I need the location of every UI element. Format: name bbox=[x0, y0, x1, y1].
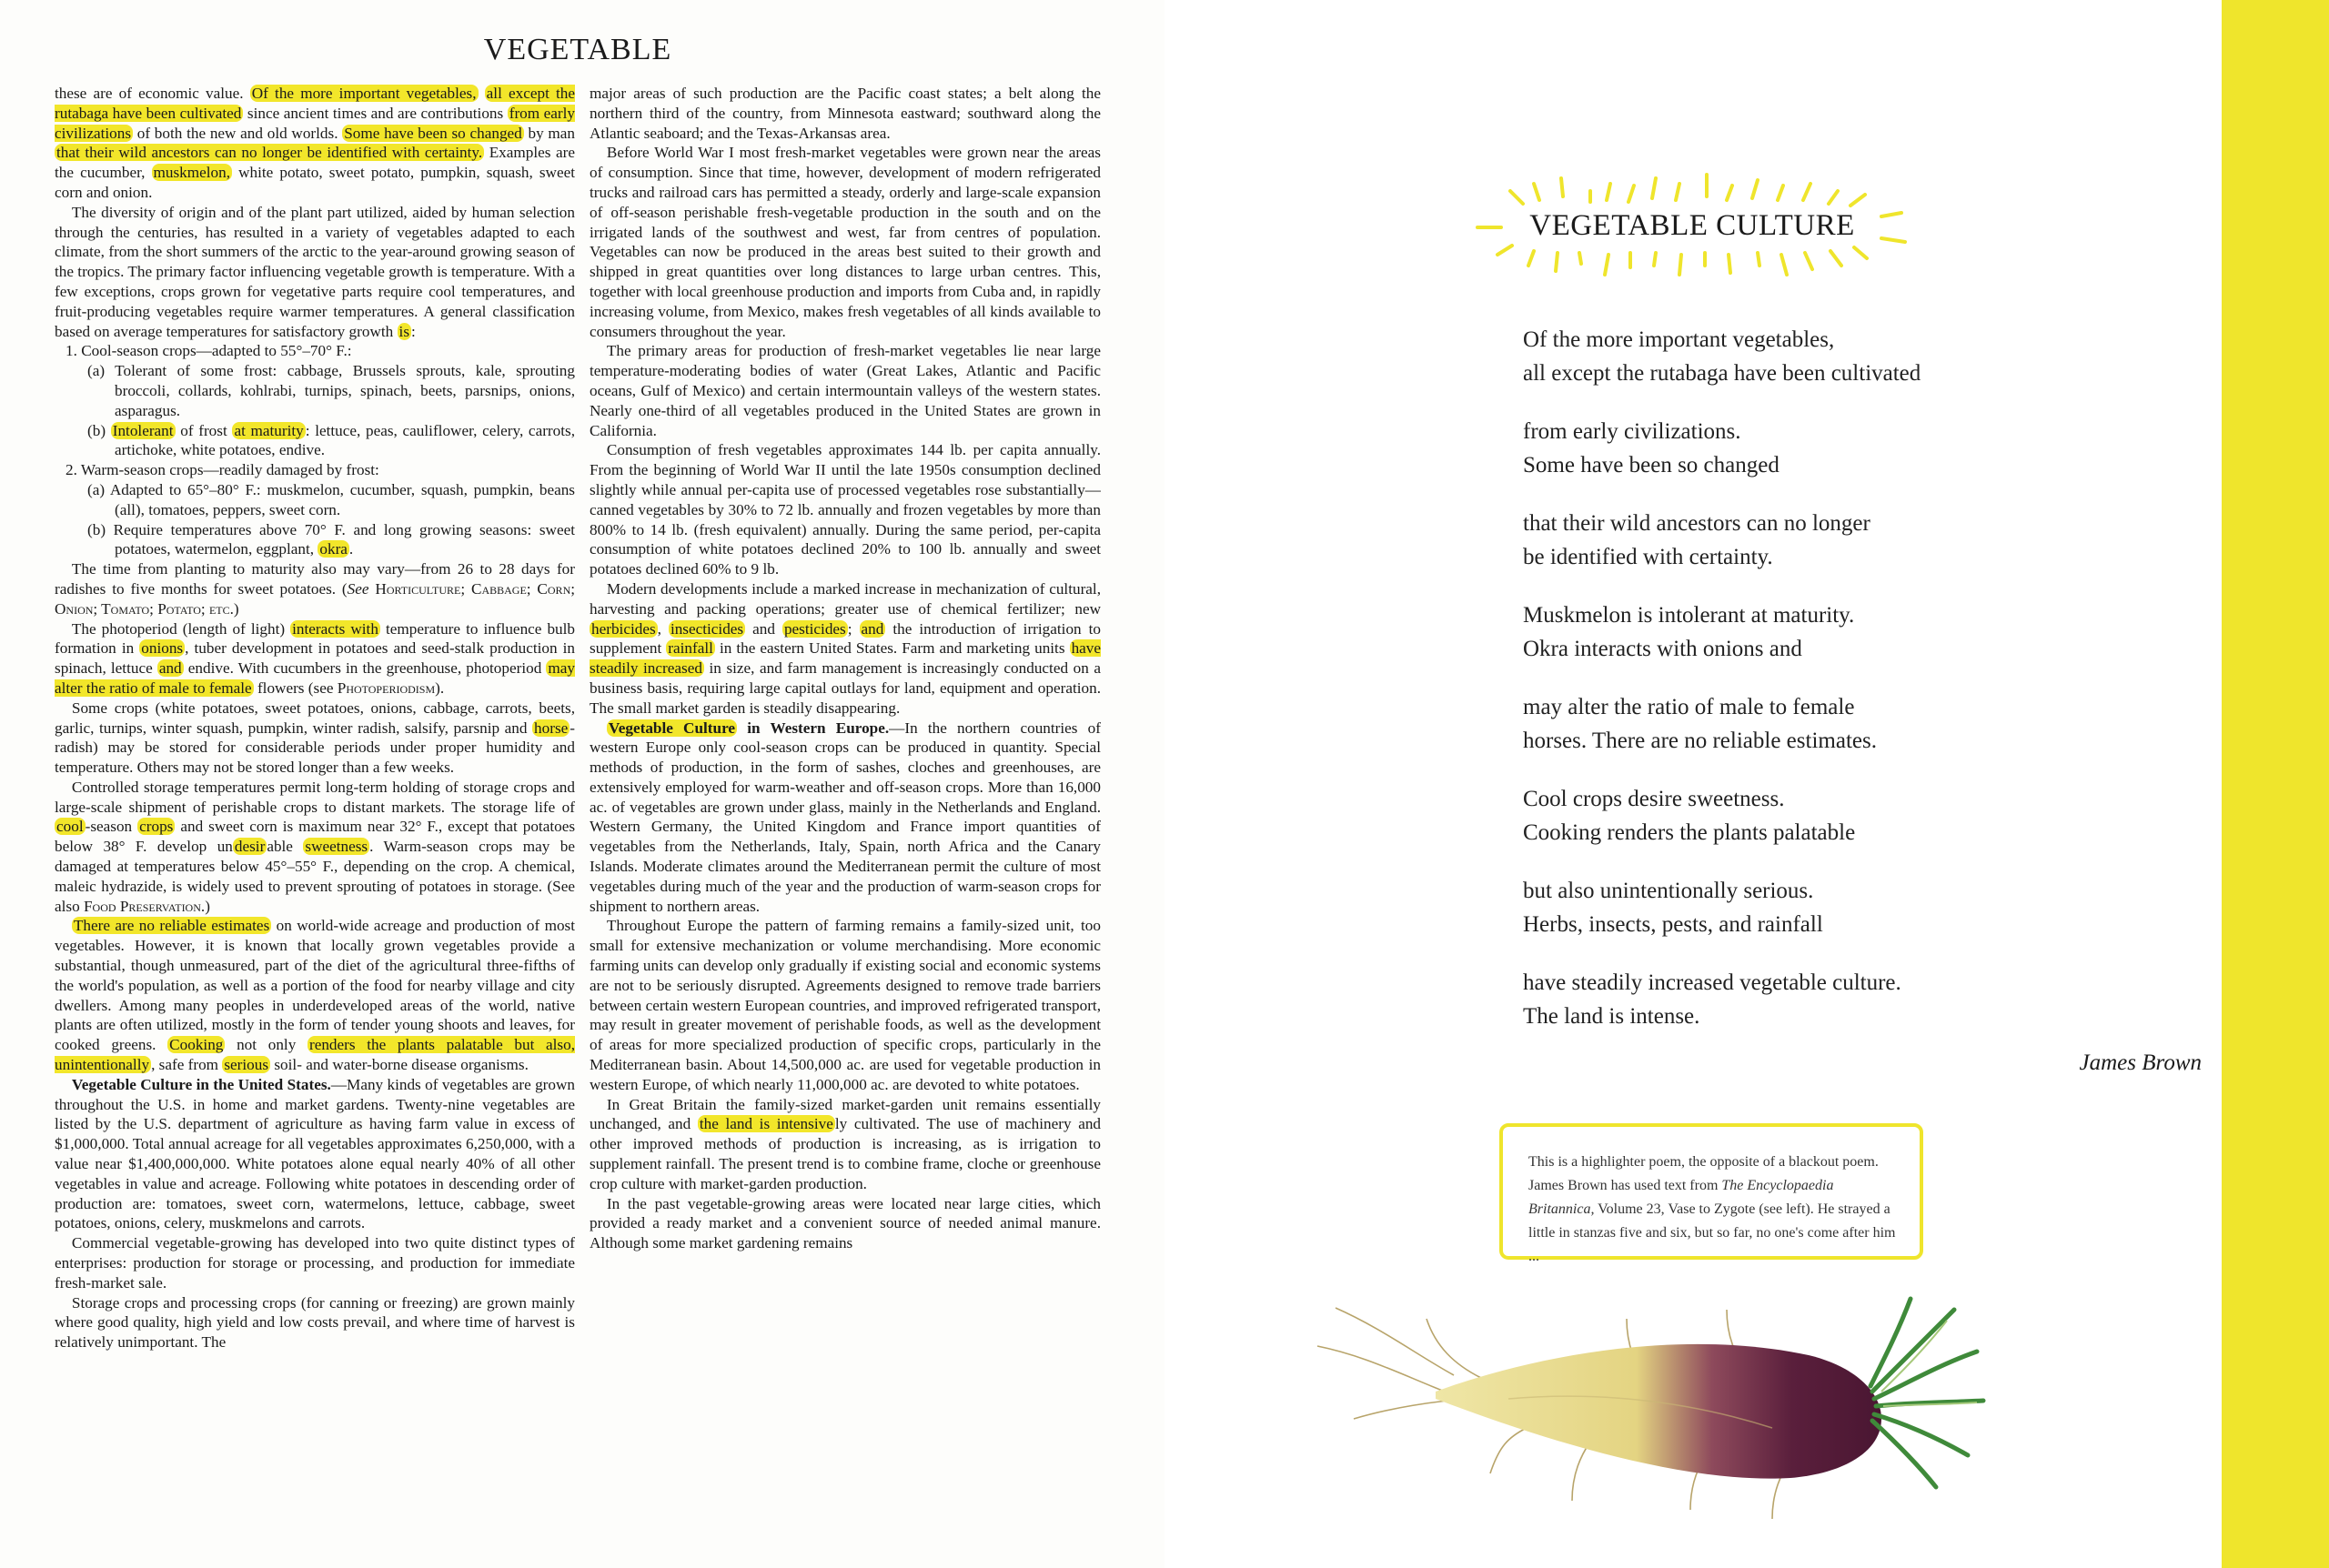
highlight: okra bbox=[319, 540, 348, 558]
paragraph: There are no reliable estimates on world-wide acreage and production of most vegetables. However, it is known that locally grown vegetables provide a substantial, though unmeasured, part of the diet of the agricultural three-fifths of the world's population, as well as a portion of the food for nearby village and city dwellers. Among many peoples in underdeveloped areas of the world, native plants are often utilized, mostly in the form of tender young shoots and leaves, for cooked greens. Cooking not only renders the plants palatable but also, unintentionally , safe from serious soil- and water-borne disease organisms. bbox=[55, 917, 575, 1074]
list-item: 2. Warm-season crops—readily damaged by frost: bbox=[66, 461, 379, 479]
section-heading: Vegetable Culture bbox=[608, 719, 736, 737]
poem-line: all except the rutabaga have been cultivated bbox=[1523, 361, 1921, 386]
paragraph: Commercial vegetable-growing has developed into two quite distinct types of enterprises: production for storage or processing, and production for immediate fresh-market sale. bbox=[55, 1234, 575, 1292]
list-item: (a) Adapted to 65°–80° F.: muskmelon, cucumber, squash, pumpkin, beans (all), tomatoes, peppers, sweet corn. bbox=[87, 480, 575, 518]
highlight: rainfall bbox=[668, 639, 713, 658]
stanza bbox=[1523, 874, 2105, 941]
page-title: VEGETABLE bbox=[483, 33, 672, 66]
paragraph: The diversity of origin and of the plant part utilized, aided by human selection through the centuries, has resulted in a variety of vegetables adapted to each climate, from the short summers of the arctic to the year-around growing season of the tropics. The primary factor influencing vegetable growth is temperature. With a few exceptions, crops grown for vegetative parts require cool temperatures, and fruit-producing vegetables require warmer temperatures. A general classification based on average temperatures for satisfactory growth is : bbox=[55, 203, 575, 340]
highlight: all except the rutabaga have been cultivated bbox=[55, 85, 575, 122]
list-item: (a) Tolerant of some frost: cabbage, Brussels sprouts, kale, sprouting broccoli, collards, kohlrabi, turnips, spinach, beets, parsnips, onions, asparagus. bbox=[87, 362, 575, 419]
paragraph: major areas of such production are the Pacific coast states; a belt along the northern third of the country, from Minnesota eastward; southward along the Atlantic seaboard; and the Texas-Arkansas area. bbox=[590, 85, 1101, 142]
paragraph: In Great Britain the family-sized market-garden unit remains essentially unchanged, and the land is intensive ly cultivated. The use of machinery and other improved methods of production is increasing, as is irrigation to supplement rainfall. The present trend is to combine frame, cloche or greenhouse crop culture with market-garden production. bbox=[590, 1095, 1101, 1192]
highlight: and bbox=[158, 659, 182, 678]
poem-line: horses. There are no reliable estimates. bbox=[1523, 729, 1877, 753]
turnip-illustration bbox=[1299, 1292, 1991, 1528]
stanza bbox=[1523, 690, 2105, 758]
stanza bbox=[1523, 415, 2105, 482]
highlight: cool bbox=[56, 818, 84, 836]
poem-line: Cooking renders the plants palatable bbox=[1523, 820, 1856, 845]
highlight: crops bbox=[139, 818, 174, 836]
poem-line: but also unintentionally serious. bbox=[1523, 879, 1814, 903]
paragraph: Modern developments include a marked increase in mechanization of cultural, harvesting and packing operations; greater use of chemical fertilizer; new herbicides , insecticides and pesticides ; and the introduction of irrigation to supplement rainfall in the eastern United States. Farm and marketing units have steadily increased in size, and farm management is increasingly conducted on a business basis, requiring large capital outlays for land, equipment and operation. The small market garden is steadily disappearing. bbox=[590, 579, 1101, 717]
encyclopedia-page bbox=[0, 0, 1164, 1568]
list-item: 1. Cool-season crops—adapted to 55°–70° F.: bbox=[66, 342, 352, 360]
list-item: (b) Intolerant of frost at maturity : lettuce, peas, cauliflower, celery, carrots, artichoke, white potatoes, endive. bbox=[87, 421, 575, 459]
paragraph: The primary areas for production of fresh-market vegetables lie near large temperature-moderating bodies of water (Great Lakes, Atlantic and Pacific oceans, Gulf of Mexico) and certain intermountain valleys of the western states. Nearly one-third of all vegetables produced in the United States are grown in California. bbox=[590, 342, 1101, 439]
poem-line: from early civilizations. bbox=[1523, 419, 1741, 444]
highlight: may alter the ratio of male to female bbox=[55, 659, 575, 697]
poem-title: VEGETABLE CULTURE bbox=[1529, 209, 1855, 242]
paragraph: Storage crops and processing crops (for canning or freezing) are grown mainly where good quality, high yield and low costs prevail, and where time of harvest is relatively unimportant. The bbox=[55, 1293, 575, 1352]
highlight: pesticides bbox=[783, 619, 846, 638]
paragraph: these are of economic value. Of the more important vegetables, all except the rutabaga have been cultivated since ancient times and are contributions from early civilizations of both the new and old worlds. Some have been so changed by man that their wild ancestors can no longer be identified with certainty. Examples are the cucumber, muskmelon, white potato, sweet potato, pumpkin, squash, sweet corn and onion. bbox=[55, 85, 575, 201]
paragraph: The time from planting to maturity also may vary—from 26 to 28 days for radishes to five months for sweet potatoes. (See Horticulture; Cabbage; Corn; Onion; Tomato; Potato; etc.) bbox=[55, 560, 575, 618]
list-item: (b) Require temperatures above 70° F. and long growing seasons: sweet potatoes, watermelon, eggplant, okra . bbox=[87, 520, 575, 558]
highlight: Cooking bbox=[169, 1036, 224, 1054]
stanza bbox=[1523, 966, 2105, 1033]
editor-note-box: This is a highlighter poem, the opposite of a blackout poem. James Brown has used text from The Encyclopaedia Britannica, Volume 23, Vase to Zygote (see left). He strayed a little in stanzas five and six, but so far, no one's come after him ... bbox=[1499, 1123, 1923, 1260]
highlight: There are no reliable estimates bbox=[73, 917, 270, 935]
poem-line: Of the more important vegetables, bbox=[1523, 327, 1835, 352]
paragraph: Before World War I most fresh-market vegetables were grown near the areas of consumption. Since that time, however, development of modern refrigerated trucks and railroad cars has permitted a steady, orderly and large-scale expansion of off-season perishable fresh-vegetable production in the south and on the irrigated lands of the southwest and west, far from centres of population. Vegetables can now be produced in the areas best suited to their growth and shipped in great quantities over long distances to large urban centres. This, together with local greenhouse production and imports from Cuba and, in rapidly increasing volume, from Mexico, makes fresh vegetables of all kinds available to consumers throughout the year. bbox=[590, 144, 1101, 340]
highlight: desir bbox=[234, 838, 266, 856]
highlight: is bbox=[398, 322, 410, 340]
stanza bbox=[1523, 323, 2105, 390]
text-column-1 bbox=[55, 84, 575, 1516]
paragraph: Controlled storage temperatures permit long-term holding of storage crops and large-scale shipment of perishable crops to distant markets. The storage life of cool -season crops and sweet corn is maximum near 32° F., except that potatoes below 38° F. develop un desir able sweetness . Warm-season crops may be damaged at temperatures below 45°–55° F., depending on the crop. A chemical, maleic hydrazide, is widely used to prevent sprouting of potatoes in storage. (See also Food Preservation.) bbox=[55, 778, 575, 915]
highlight: insecticides bbox=[670, 619, 744, 638]
poem-line: Some have been so changed bbox=[1523, 453, 1780, 477]
paragraph: Some crops (white potatoes, sweet potatoes, onions, cabbage, carrots, beets, garlic, turnips, winter squash, pumpkin, winter radish, salsify, parsnip and horse -radish) may be stored for considerable periods under proper humidity and temperature. Others may not be stored longer than a few weeks. bbox=[55, 699, 575, 777]
poem-line: The land is intense. bbox=[1523, 1004, 1700, 1029]
poem-line: may alter the ratio of male to female bbox=[1523, 695, 1855, 719]
highlight: renders the plants palatable but also, unintentionally bbox=[55, 1036, 575, 1074]
highlight: herbicides bbox=[591, 619, 656, 638]
poem-line: be identified with certainty. bbox=[1523, 545, 1773, 569]
highlight: Some have been so changed bbox=[344, 124, 522, 142]
section-heading: Vegetable Culture in the United States. bbox=[71, 1075, 331, 1093]
highlight: horse bbox=[534, 719, 569, 737]
highlight: onions bbox=[141, 639, 184, 658]
stanza bbox=[1523, 507, 2105, 574]
paragraph: Vegetable Culture in Western Europe.—In the northern countries of western Europe only cool-season crops can be produced in quantity. Special methods of production, in the form of sashes, cloches and greenhouses, are extensively employed for warm-weather and off-season crops. More than 16,000 ac. of vegetables are grown under glass, mainly in the Netherlands and England. Western Germany, the United Kingdom and France import quantities of vegetables from the Netherlands, Italy, Spain, north Africa and the Canary Islands. Moderate climates around the Mediterranean permit the culture of most vegetables during much of the year and the production of warm-season crops for shipment to northern areas. bbox=[590, 719, 1101, 915]
poem-line: that their wild ancestors can no longer bbox=[1523, 511, 1870, 536]
poem-line: Muskmelon is intolerant at maturity. bbox=[1523, 603, 1855, 628]
poem-page bbox=[1164, 0, 2329, 1568]
highlight: muskmelon, bbox=[153, 164, 231, 182]
paragraph: Consumption of fresh vegetables approximates 144 lb. per capita annually. From the beginning of World War II until the late 1950s consumption declined slightly while annual per-capita use of processed vegetables rose substantially—canned vegetables by 30% to 72 lb. annually and frozen vegetables by more than 800% to 14 lb. (fresh equivalent) annually. During the same period, per-capita consumption of white potatoes declined 20% to 100 lb. annually and sweet potatoes declined 60% to 9 lb. bbox=[590, 441, 1101, 578]
stanza bbox=[1523, 598, 2105, 666]
highlight: that their wild ancestors can no longer be identified with certainty. bbox=[56, 144, 483, 162]
poem-line: Okra interacts with onions and bbox=[1523, 637, 1802, 661]
highlight: from early civilizations bbox=[55, 104, 575, 142]
text-column-2 bbox=[590, 84, 1101, 1516]
highlight: serious bbox=[224, 1056, 269, 1074]
poem-body bbox=[1523, 323, 2105, 1058]
highlight: at maturity bbox=[234, 421, 304, 439]
poem-author: James Brown bbox=[2079, 1050, 2202, 1075]
highlight: have steadily increased bbox=[590, 639, 1101, 678]
paragraph: Throughout Europe the pattern of farming remains a family-sized unit, too small for extensive mechanization or volume merchandising. More economic farming units can develop only gradually if existing social and economic systems are not to be seriously disrupted. Agreements designed to remove trade barriers between certain western European countries, and improved refrigerated transport, may result in greater movement of perishable foods, as well as the development of areas for more specialized production of specific crops, particularly in the Mediterranean basin. About 14,500,000 ac. are used for vegetable production in western Europe, of which nearly 11,000,000 ac. are devoted to white potatoes. bbox=[590, 917, 1101, 1093]
highlight: the land is intensive bbox=[699, 1115, 833, 1133]
poem-line: Cool crops desire sweetness. bbox=[1523, 787, 1785, 811]
paragraph: Vegetable Culture in the United States.—Many kinds of vegetables are grown throughout the U.S. in home and market gardens. Twenty-nine vegetables are listed by the U.S. department of agriculture as having farm value in excess of $1,000,000. Total annual acreage for all vegetables approximates 6,250,000, with a value near $1,400,000,000. White potatoes alone equal nearly 40% of all other vegetables in value and acreage. Following white potatoes in descending order of production are: tomatoes, sweet corn, watermelons, lettuce, cabbage, sweet potatoes, onions, celery, muskmelons and carrots. bbox=[55, 1075, 575, 1232]
highlight: Intolerant bbox=[112, 421, 174, 439]
highlight: and bbox=[861, 619, 884, 638]
paragraph: In the past vegetable-growing areas were located near large cities, which provided a ready market and a convenient source of needed animal manure. Although some market gardening remains bbox=[590, 1194, 1101, 1252]
highlight: sweetness bbox=[305, 838, 368, 856]
poem-line: have steadily increased vegetable culture. bbox=[1523, 970, 1901, 995]
highlight: Of the more important vegetables, bbox=[251, 85, 477, 102]
highlight: interacts with bbox=[292, 619, 378, 638]
stanza bbox=[1523, 782, 2105, 849]
paragraph: The photoperiod (length of light) interacts with temperature to influence bulb formation in onions , tuber development in potatoes and seed-stalk production in spinach, lettuce and endive. With cucumbers in the greenhouse, photoperiod may alter the ratio of male to female flowers (see Photoperiodism). bbox=[55, 619, 575, 697]
yellow-edge-bar bbox=[2222, 0, 2329, 1568]
poem-title-block bbox=[1474, 164, 1911, 291]
poem-line: Herbs, insects, pests, and rainfall bbox=[1523, 912, 1823, 937]
